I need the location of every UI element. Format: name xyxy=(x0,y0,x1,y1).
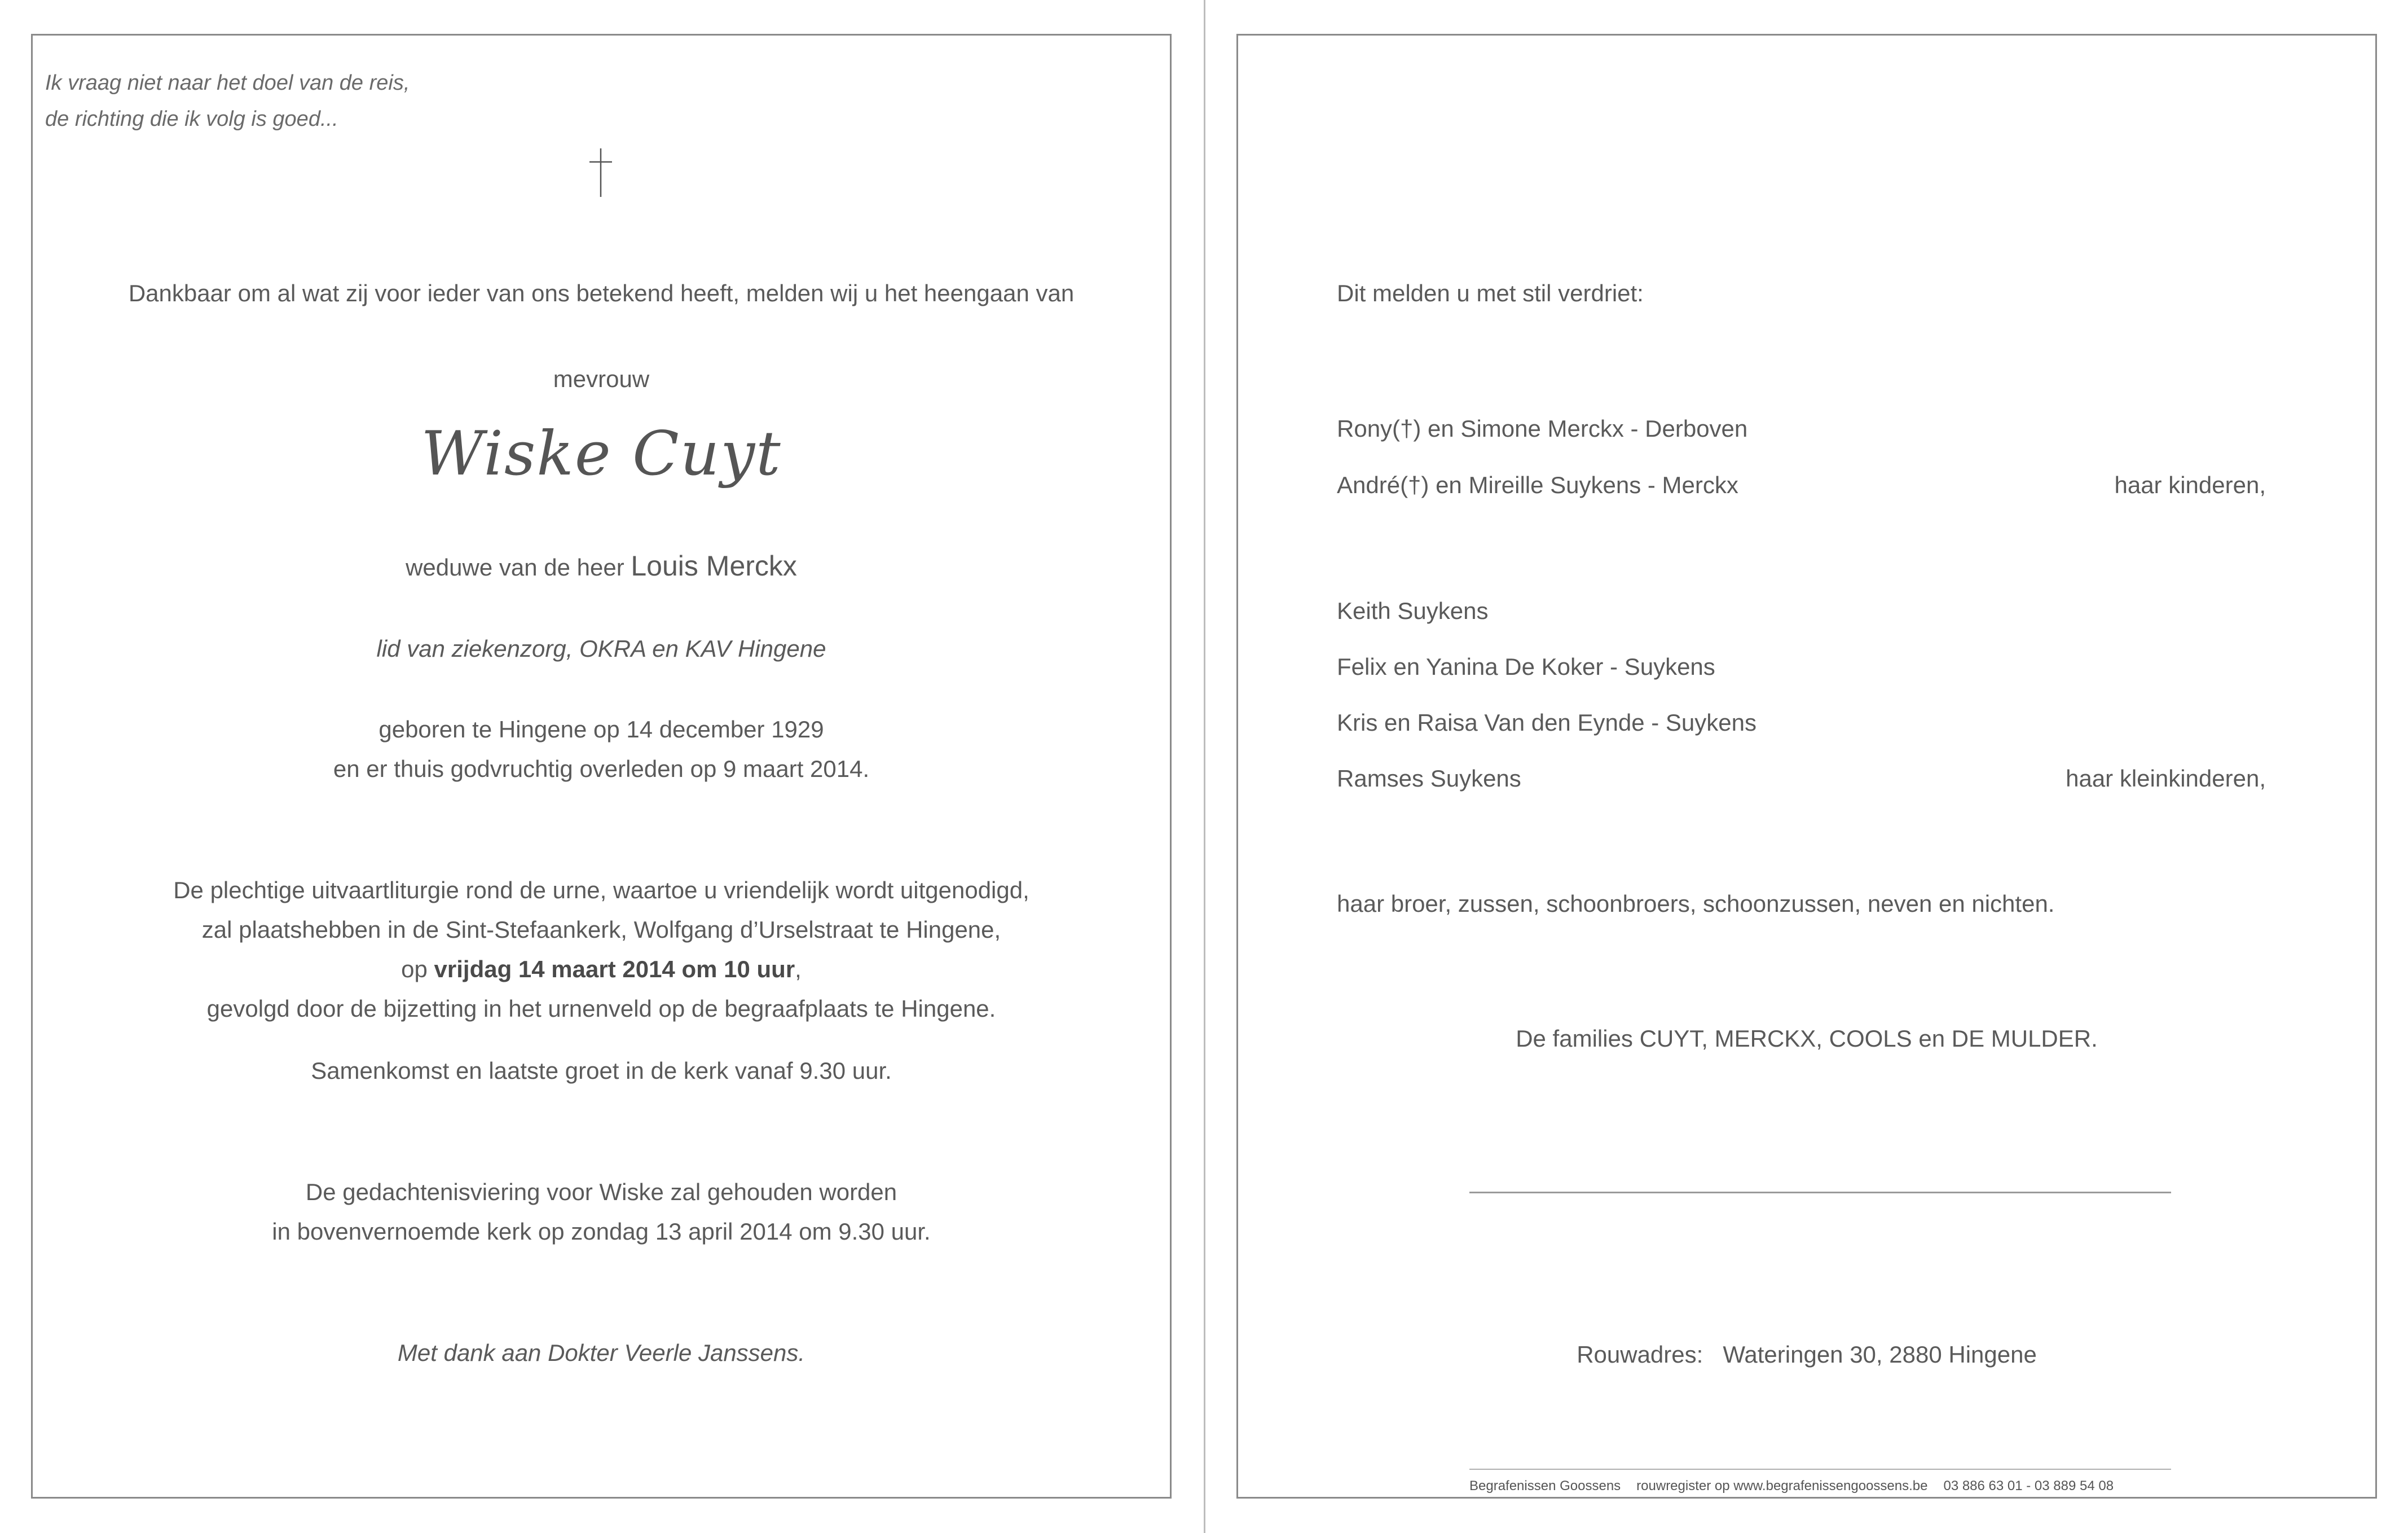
address-label: Rouwadres: xyxy=(1577,1341,1703,1368)
address-value: Wateringen 30, 2880 Hingene xyxy=(1723,1341,2037,1368)
membership-text: lid van ziekenzorg, OKRA en KAV Hingene xyxy=(376,635,826,662)
announce-text: Dit melden u met stil verdriet: xyxy=(1337,280,1644,306)
liturgy-date-suffix: , xyxy=(795,956,802,982)
grandchildren-role: haar kleinkinderen, xyxy=(2066,765,2266,792)
liturgy-line-2: zal plaatshebben in de Sint-Stefaankerk, Wolfgang d’Urselstraat te Hingene, xyxy=(201,916,1001,943)
motto-line-1: Ik vraag niet naar het doel van de reis, xyxy=(45,71,410,95)
grandchild-entry: Kris en Raisa Van den Eynde - Suykens xyxy=(1337,709,1757,736)
children-role: haar kinderen, xyxy=(2114,472,2266,498)
divider-line xyxy=(1469,1192,2171,1193)
deceased-name: Wiske Cuyt xyxy=(421,419,782,489)
widow-line xyxy=(33,549,1170,583)
grandchild-entry: Keith Suykens xyxy=(1337,598,1489,624)
liturgy-date-prefix: op xyxy=(401,956,428,982)
memorial-line-2: in bovenvernoemde kerk op zondag 13 april 2014 om 9.30 uur. xyxy=(272,1218,931,1245)
thanks-text: Met dank aan Dokter Veerle Janssens. xyxy=(397,1339,805,1366)
liturgy-line-3 xyxy=(33,955,1170,983)
right-card-page xyxy=(1236,34,2377,1499)
intro-text: Dankbaar om al wat zij voor ieder van ons betekend heeft, melden wij u het heengaan van xyxy=(128,280,1075,306)
footer xyxy=(1469,1478,2171,1494)
address-line xyxy=(1238,1341,2375,1369)
memorial-line-1: De gedachtenisviering voor Wiske zal gehouden worden xyxy=(305,1179,897,1205)
liturgy-line-1: De plechtige uitvaartliturgie rond de urne, waartoe u vriendelijk wordt uitgenodigd, xyxy=(173,877,1029,903)
late-husband-name: Louis Merckx xyxy=(631,550,797,582)
motto-line-2: de richting die ik volg is goed... xyxy=(45,107,338,131)
birth-text: geboren te Hingene op 14 december 1929 xyxy=(378,716,824,743)
footer-divider xyxy=(1469,1469,2171,1470)
families-text: De families CUYT, MERCKX, COOLS en DE MULDER. xyxy=(1516,1025,2098,1052)
gathering-text: Samenkomst en laatste groet in de kerk vanaf 9.30 uur. xyxy=(311,1057,892,1084)
card-fold-line xyxy=(1204,0,1205,1533)
cross-icon xyxy=(587,147,614,198)
liturgy-line-4: gevolgd door de bijzetting in het urnenveld op de begraafplaats te Hingene. xyxy=(206,995,996,1022)
grandchild-entry: Felix en Yanina De Koker - Suykens xyxy=(1337,653,1715,680)
title-text: mevrouw xyxy=(553,366,650,392)
left-card-page xyxy=(31,34,1172,1499)
grandchild-entry: Ramses Suykens xyxy=(1337,765,1521,792)
relatives-text: haar broer, zussen, schoonbroers, schoonzussen, neven en nichten. xyxy=(1337,890,2055,917)
footer-register: rouwregister op www.begrafenissengoossens.be xyxy=(1636,1478,1928,1494)
liturgy-date: vrijdag 14 maart 2014 om 10 uur xyxy=(434,956,795,982)
footer-company: Begrafenissen Goossens xyxy=(1469,1478,1621,1494)
death-text: en er thuis godvruchtig overleden op 9 maart 2014. xyxy=(333,755,870,782)
widow-prefix: weduwe van de heer xyxy=(406,554,624,581)
footer-phones: 03 886 63 01 - 03 889 54 08 xyxy=(1943,1478,2114,1494)
child-entry: Rony(†) en Simone Merckx - Derboven xyxy=(1337,415,1748,442)
child-entry: André(†) en Mireille Suykens - Merckx xyxy=(1337,472,1738,498)
